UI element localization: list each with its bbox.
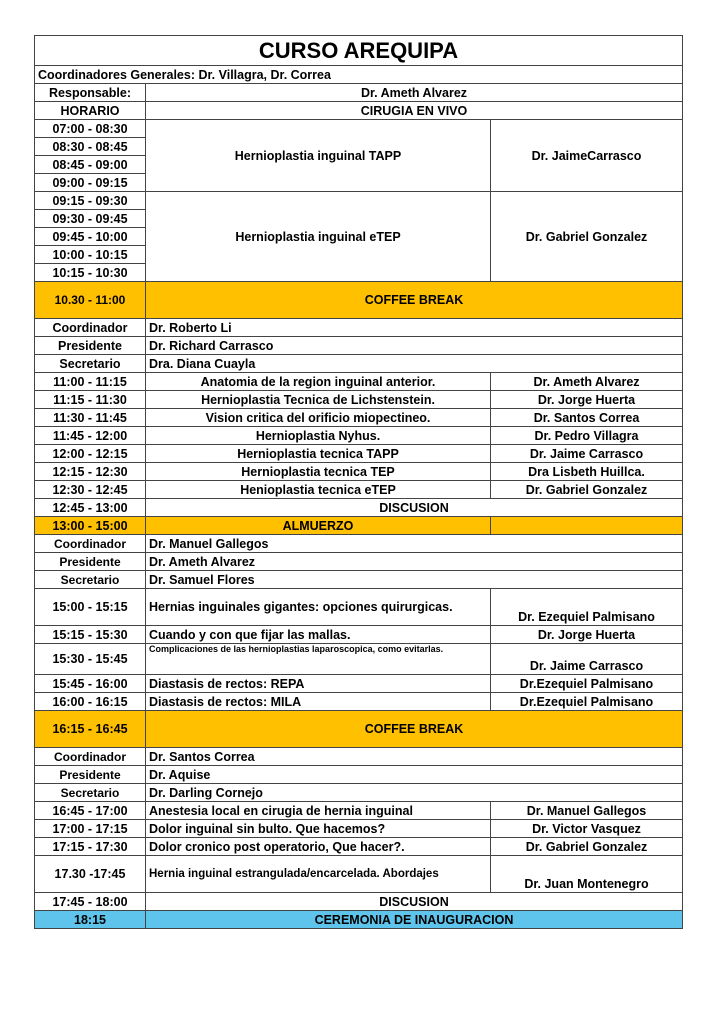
role-name: Dr. Santos Correa <box>146 748 683 766</box>
session-topic: Hernioplastia tecnica TAPP <box>146 445 491 463</box>
session-speaker: Dr.Ezequiel Palmisano <box>491 693 683 711</box>
live-topic-etep: Hernioplastia inguinal eTEP <box>146 192 491 282</box>
time-cell: 11:30 - 11:45 <box>35 409 146 427</box>
time-cell: 16:45 - 17:00 <box>35 802 146 820</box>
general-coordinators: Coordinadores Generales: Dr. Villagra, Dr. Correa <box>35 66 683 84</box>
time-cell: 08:45 - 09:00 <box>35 156 146 174</box>
role-label: Coordinador <box>35 319 146 337</box>
time-cell: 17:00 - 17:15 <box>35 820 146 838</box>
session-topic: Vision critica del orificio miopectineo. <box>146 409 491 427</box>
session-speaker: Dr. Gabriel Gonzalez <box>491 481 683 499</box>
role-name: Dr. Manuel Gallegos <box>146 535 683 553</box>
role-label: Coordinador <box>35 748 146 766</box>
time-cell: 09:45 - 10:00 <box>35 228 146 246</box>
lunch-label: ALMUERZO <box>146 517 491 535</box>
role-name: Dr. Aquise <box>146 766 683 784</box>
session-topic: Diastasis de rectos: REPA <box>146 675 491 693</box>
session-speaker: Dr.Ezequiel Palmisano <box>491 675 683 693</box>
role-name: Dr. Richard Carrasco <box>146 337 683 355</box>
role-name: Dr. Samuel Flores <box>146 571 683 589</box>
coffee-break-label: COFFEE BREAK <box>146 282 683 319</box>
role-label: Secretario <box>35 571 146 589</box>
session-speaker: Dr. Juan Montenegro <box>491 856 683 893</box>
session-topic: Hernia inguinal estrangulada/encarcelada. Abordajes <box>146 856 491 893</box>
session-topic: Dolor cronico post operatorio, Que hacer?. <box>146 838 491 856</box>
coffee-break-time: 16:15 - 16:45 <box>35 711 146 748</box>
cirugia-header: CIRUGIA EN VIVO <box>146 102 683 120</box>
time-cell: 15:45 - 16:00 <box>35 675 146 693</box>
time-cell: 11:00 - 11:15 <box>35 373 146 391</box>
role-name: Dra. Diana Cuayla <box>146 355 683 373</box>
time-cell: 12:30 - 12:45 <box>35 481 146 499</box>
responsable-name: Dr. Ameth Alvarez <box>146 84 683 102</box>
responsable-label: Responsable: <box>35 84 146 102</box>
session-topic: Complicaciones de las hernioplastias laparoscopica, como evitarlas. <box>146 644 491 675</box>
session-topic: Hernias inguinales gigantes: opciones quirurgicas. <box>146 589 491 626</box>
time-cell: 12:00 - 12:15 <box>35 445 146 463</box>
time-cell: 08:30 - 08:45 <box>35 138 146 156</box>
lunch-empty-cell <box>491 517 683 535</box>
session-topic: Diastasis de rectos: MILA <box>146 693 491 711</box>
role-name: Dr. Ameth Alvarez <box>146 553 683 571</box>
time-cell: 12:45 - 13:00 <box>35 499 146 517</box>
session-speaker: Dr. Gabriel Gonzalez <box>491 838 683 856</box>
role-label: Coordinador <box>35 535 146 553</box>
time-cell: 15:15 - 15:30 <box>35 626 146 644</box>
time-cell: 15:30 - 15:45 <box>35 644 146 675</box>
time-cell: 09:30 - 09:45 <box>35 210 146 228</box>
time-cell: 11:45 - 12:00 <box>35 427 146 445</box>
live-speaker-tapp: Dr. JaimeCarrasco <box>491 120 683 192</box>
role-label: Secretario <box>35 355 146 373</box>
session-topic: Hernioplastia Tecnica de Lichstenstein. <box>146 391 491 409</box>
session-topic: Cuando y con que fijar las mallas. <box>146 626 491 644</box>
role-label: Presidente <box>35 337 146 355</box>
session-speaker: Dr. Jorge Huerta <box>491 391 683 409</box>
session-speaker: Dr. Pedro Villagra <box>491 427 683 445</box>
page-title: CURSO AREQUIPA <box>35 36 683 66</box>
role-name: Dr. Darling Cornejo <box>146 784 683 802</box>
session-speaker: Dr. Jorge Huerta <box>491 626 683 644</box>
session-speaker: Dr. Victor Vasquez <box>491 820 683 838</box>
discussion-label: DISCUSION <box>146 893 683 911</box>
time-cell: 09:15 - 09:30 <box>35 192 146 210</box>
time-cell: 12:15 - 12:30 <box>35 463 146 481</box>
live-topic-tapp: Hernioplastia inguinal TAPP <box>146 120 491 192</box>
time-cell: 10:15 - 10:30 <box>35 264 146 282</box>
session-speaker: Dr. Ezequiel Palmisano <box>491 589 683 626</box>
session-speaker: Dr. Jaime Carrasco <box>491 644 683 675</box>
session-topic: Dolor inguinal sin bulto. Que hacemos? <box>146 820 491 838</box>
session-topic: Henioplastia tecnica eTEP <box>146 481 491 499</box>
role-label: Secretario <box>35 784 146 802</box>
time-cell: 15:00 - 15:15 <box>35 589 146 626</box>
time-cell: 09:00 - 09:15 <box>35 174 146 192</box>
lunch-time: 13:00 - 15:00 <box>35 517 146 535</box>
session-topic: Hernioplastia tecnica TEP <box>146 463 491 481</box>
ceremony-label: CEREMONIA DE INAUGURACION <box>146 911 683 929</box>
session-topic: Anestesia local en cirugia de hernia inguinal <box>146 802 491 820</box>
role-label: Presidente <box>35 553 146 571</box>
role-name: Dr. Roberto Li <box>146 319 683 337</box>
ceremony-time: 18:15 <box>35 911 146 929</box>
coffee-break-label: COFFEE BREAK <box>146 711 683 748</box>
horario-header: HORARIO <box>35 102 146 120</box>
live-speaker-etep: Dr. Gabriel Gonzalez <box>491 192 683 282</box>
coffee-break-time: 10.30 - 11:00 <box>35 282 146 319</box>
time-cell: 16:00 - 16:15 <box>35 693 146 711</box>
session-speaker: Dr. Jaime Carrasco <box>491 445 683 463</box>
session-speaker: Dra Lisbeth Huillca. <box>491 463 683 481</box>
session-speaker: Dr. Manuel Gallegos <box>491 802 683 820</box>
program-schedule-table <box>34 35 683 929</box>
time-cell: 17.30 -17:45 <box>35 856 146 893</box>
time-cell: 17:15 - 17:30 <box>35 838 146 856</box>
session-speaker: Dr. Santos Correa <box>491 409 683 427</box>
session-speaker: Dr. Ameth Alvarez <box>491 373 683 391</box>
session-topic: Anatomia de la region inguinal anterior. <box>146 373 491 391</box>
session-topic: Hernioplastia Nyhus. <box>146 427 491 445</box>
time-cell: 17:45 - 18:00 <box>35 893 146 911</box>
time-cell: 07:00 - 08:30 <box>35 120 146 138</box>
discussion-label: DISCUSION <box>146 499 683 517</box>
time-cell: 11:15 - 11:30 <box>35 391 146 409</box>
time-cell: 10:00 - 10:15 <box>35 246 146 264</box>
role-label: Presidente <box>35 766 146 784</box>
